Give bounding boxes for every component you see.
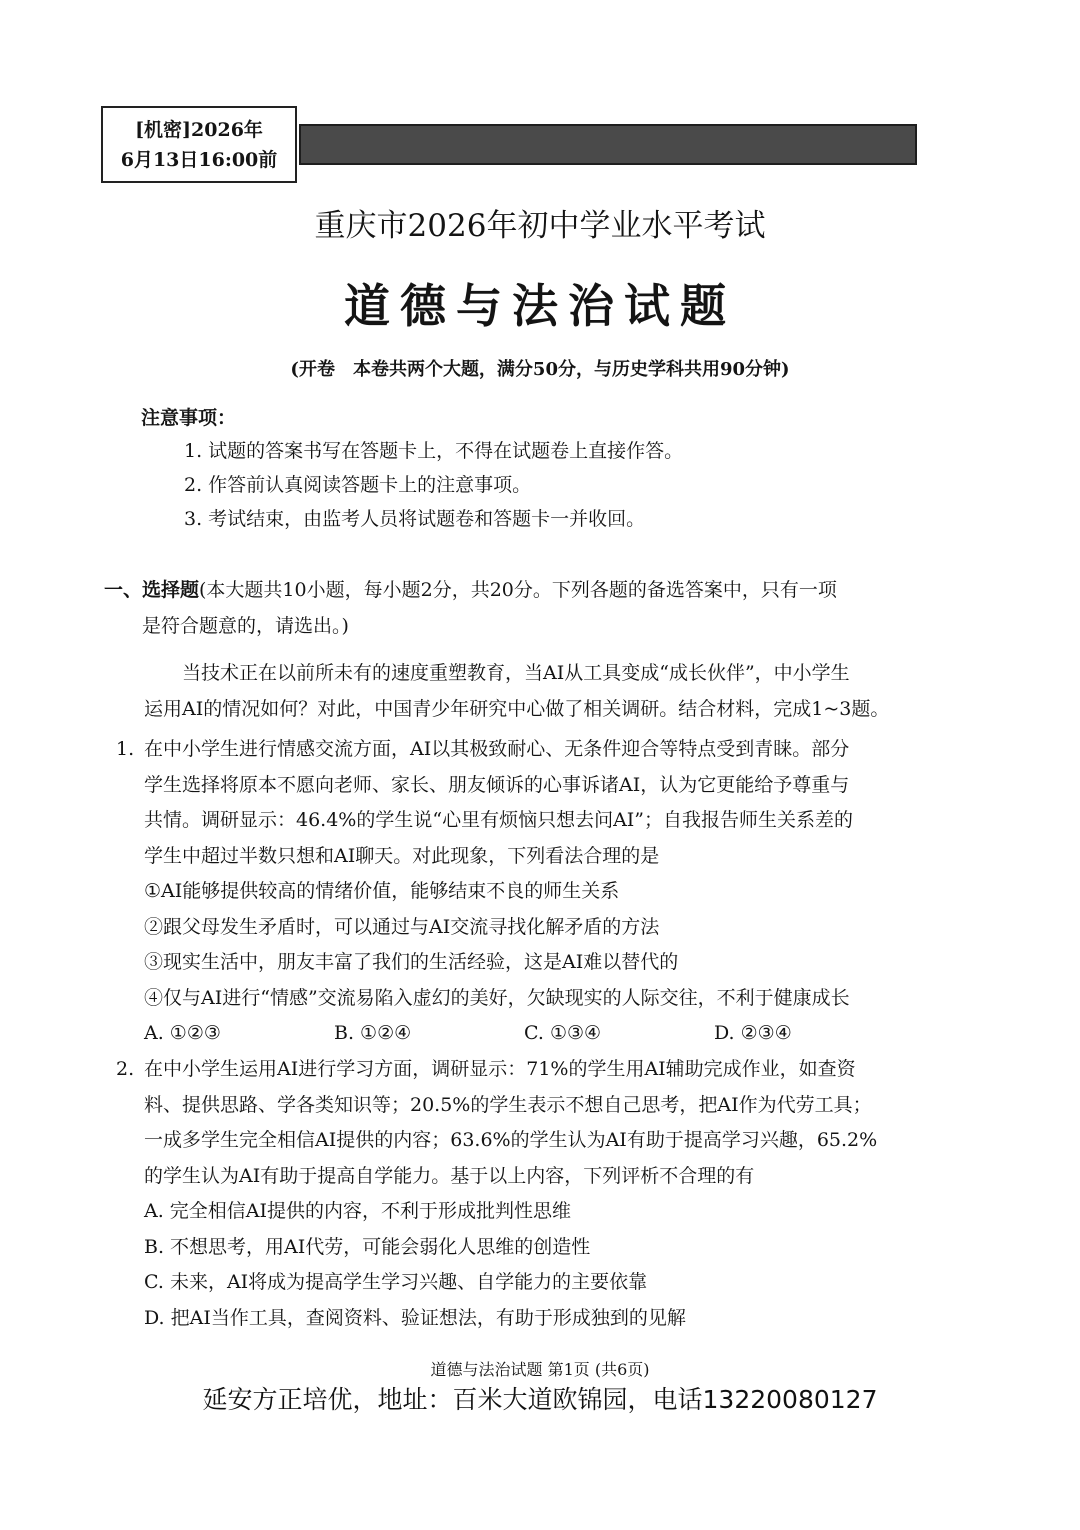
- section-heading: [104, 572, 940, 644]
- exam-name: 重庆市2026年初中学业水平考试: [314, 208, 766, 244]
- section-label: 一、选择题: [104, 579, 200, 601]
- statement-2: ②跟父母发生矛盾时，可以通过与AI交流寻找化解矛盾的方法: [144, 915, 660, 938]
- option-d: D. 把AI当作工具，查阅资料、验证想法，有助于形成独到的见解: [144, 1306, 686, 1329]
- question-2-line: 的学生认为AI有助于提高自学能力。基于以上内容，下列评析不合理的有: [144, 1164, 755, 1187]
- confidential-box: [101, 106, 297, 183]
- option-d: D. ②③④: [714, 1022, 792, 1044]
- question-2-line: 料、提供思路、学各类知识等；20.5%的学生表示不想自己思考，把AI作为代劳工具；: [144, 1093, 872, 1116]
- question-1-line: 共情。调研显示：46.4%的学生说“心里有烦恼只想去问AI”；自我报告师生关系差的: [144, 809, 854, 831]
- question-1: [116, 732, 946, 1052]
- question-2-line: [116, 1052, 946, 1088]
- subject-title: 道德与法治试题: [344, 279, 736, 333]
- material-line-2: 运用AI的情况如何？对此，中国青少年研究中心做了相关调研。结合材料，完成1~3题。: [144, 698, 890, 720]
- option-a: A. 完全相信AI提供的内容，不利于形成批判性思维: [144, 1200, 572, 1222]
- section-desc-2: 是符合题意的，请选出。): [142, 615, 349, 637]
- option-b: B. 不想思考，用AI代劳，可能会弱化人思维的创造性: [144, 1235, 591, 1258]
- notice-item: 3. 考试结束，由监考人员将试题卷和答题卡一并收回。: [184, 508, 646, 530]
- option-c: C. 未来，AI将成为提高学生学习兴趣、自学能力的主要依靠: [144, 1271, 648, 1293]
- question-1-text: 在中小学生进行情感交流方面，AI以其极致耐心、无条件迎合等特点受到青睐。部分: [144, 738, 850, 760]
- question-1-line: 学生选择将原本不愿向老师、家长、朋友倾诉的心事诉诸AI，认为它更能给予尊重与: [144, 773, 850, 796]
- question-2-number: 2.: [116, 1058, 135, 1080]
- statement-3: ③现实生活中，朋友丰富了我们的生活经验，这是AI难以替代的: [144, 951, 679, 973]
- question-1-number: 1.: [116, 738, 135, 760]
- question-1-line: [116, 732, 946, 768]
- notice-heading: 注意事项：: [141, 407, 237, 429]
- question-2-text: 在中小学生运用AI进行学习方面，调研显示：71%的学生用AI辅助完成作业，如查资: [144, 1058, 856, 1080]
- option-c: C. ①③④: [524, 1022, 602, 1044]
- statement-4: ④仅与AI进行“情感”交流易陷入虚幻的美好，欠缺现实的人际交往，不利于健康成长: [144, 986, 850, 1009]
- notice-item: 2. 作答前认真阅读答题卡上的注意事项。: [184, 474, 532, 496]
- section-desc-1: (本大题共10小题，每小题2分，共20分。下列各题的备选答案中，只有一项: [199, 579, 837, 601]
- statement-1: ①AI能够提供较高的情绪价值，能够结束不良的师生关系: [144, 880, 620, 902]
- confidential-line-2: 6月13日16:00前: [120, 149, 278, 171]
- exam-info: (开卷 本卷共两个大题，满分50分，与历史学科共用90分钟): [290, 359, 790, 380]
- question-2: [116, 1052, 946, 1336]
- notice-item: 1. 试题的答案书写在答题卡上，不得在试题卷上直接作答。: [184, 440, 684, 462]
- header-bar: [299, 124, 917, 165]
- question-1-line: 学生中超过半数只想和AI聊天。对此现象，下列看法合理的是: [144, 844, 660, 867]
- material-passage: [144, 655, 944, 727]
- footer-advertisement: 延安方正培优，地址：百米大道欧锦园，电话13220080127: [202, 1385, 878, 1414]
- notice-list: [184, 434, 944, 536]
- question-2-line: 一成多学生完全相信AI提供的内容；63.6%的学生认为AI有助于提高学习兴趣，65.2%: [144, 1129, 878, 1151]
- material-line-1: 当技术正在以前所未有的速度重塑教育，当AI从工具变成“成长伙伴”，中小学生: [182, 662, 850, 684]
- question-1-options: [116, 1016, 946, 1052]
- option-b: B. ①②④: [334, 1022, 412, 1044]
- option-a: A. ①②③: [144, 1022, 221, 1044]
- page-footer: 道德与法治试题 第1页 (共6页): [430, 1360, 650, 1379]
- confidential-line-1: [机密]2026年: [135, 119, 263, 141]
